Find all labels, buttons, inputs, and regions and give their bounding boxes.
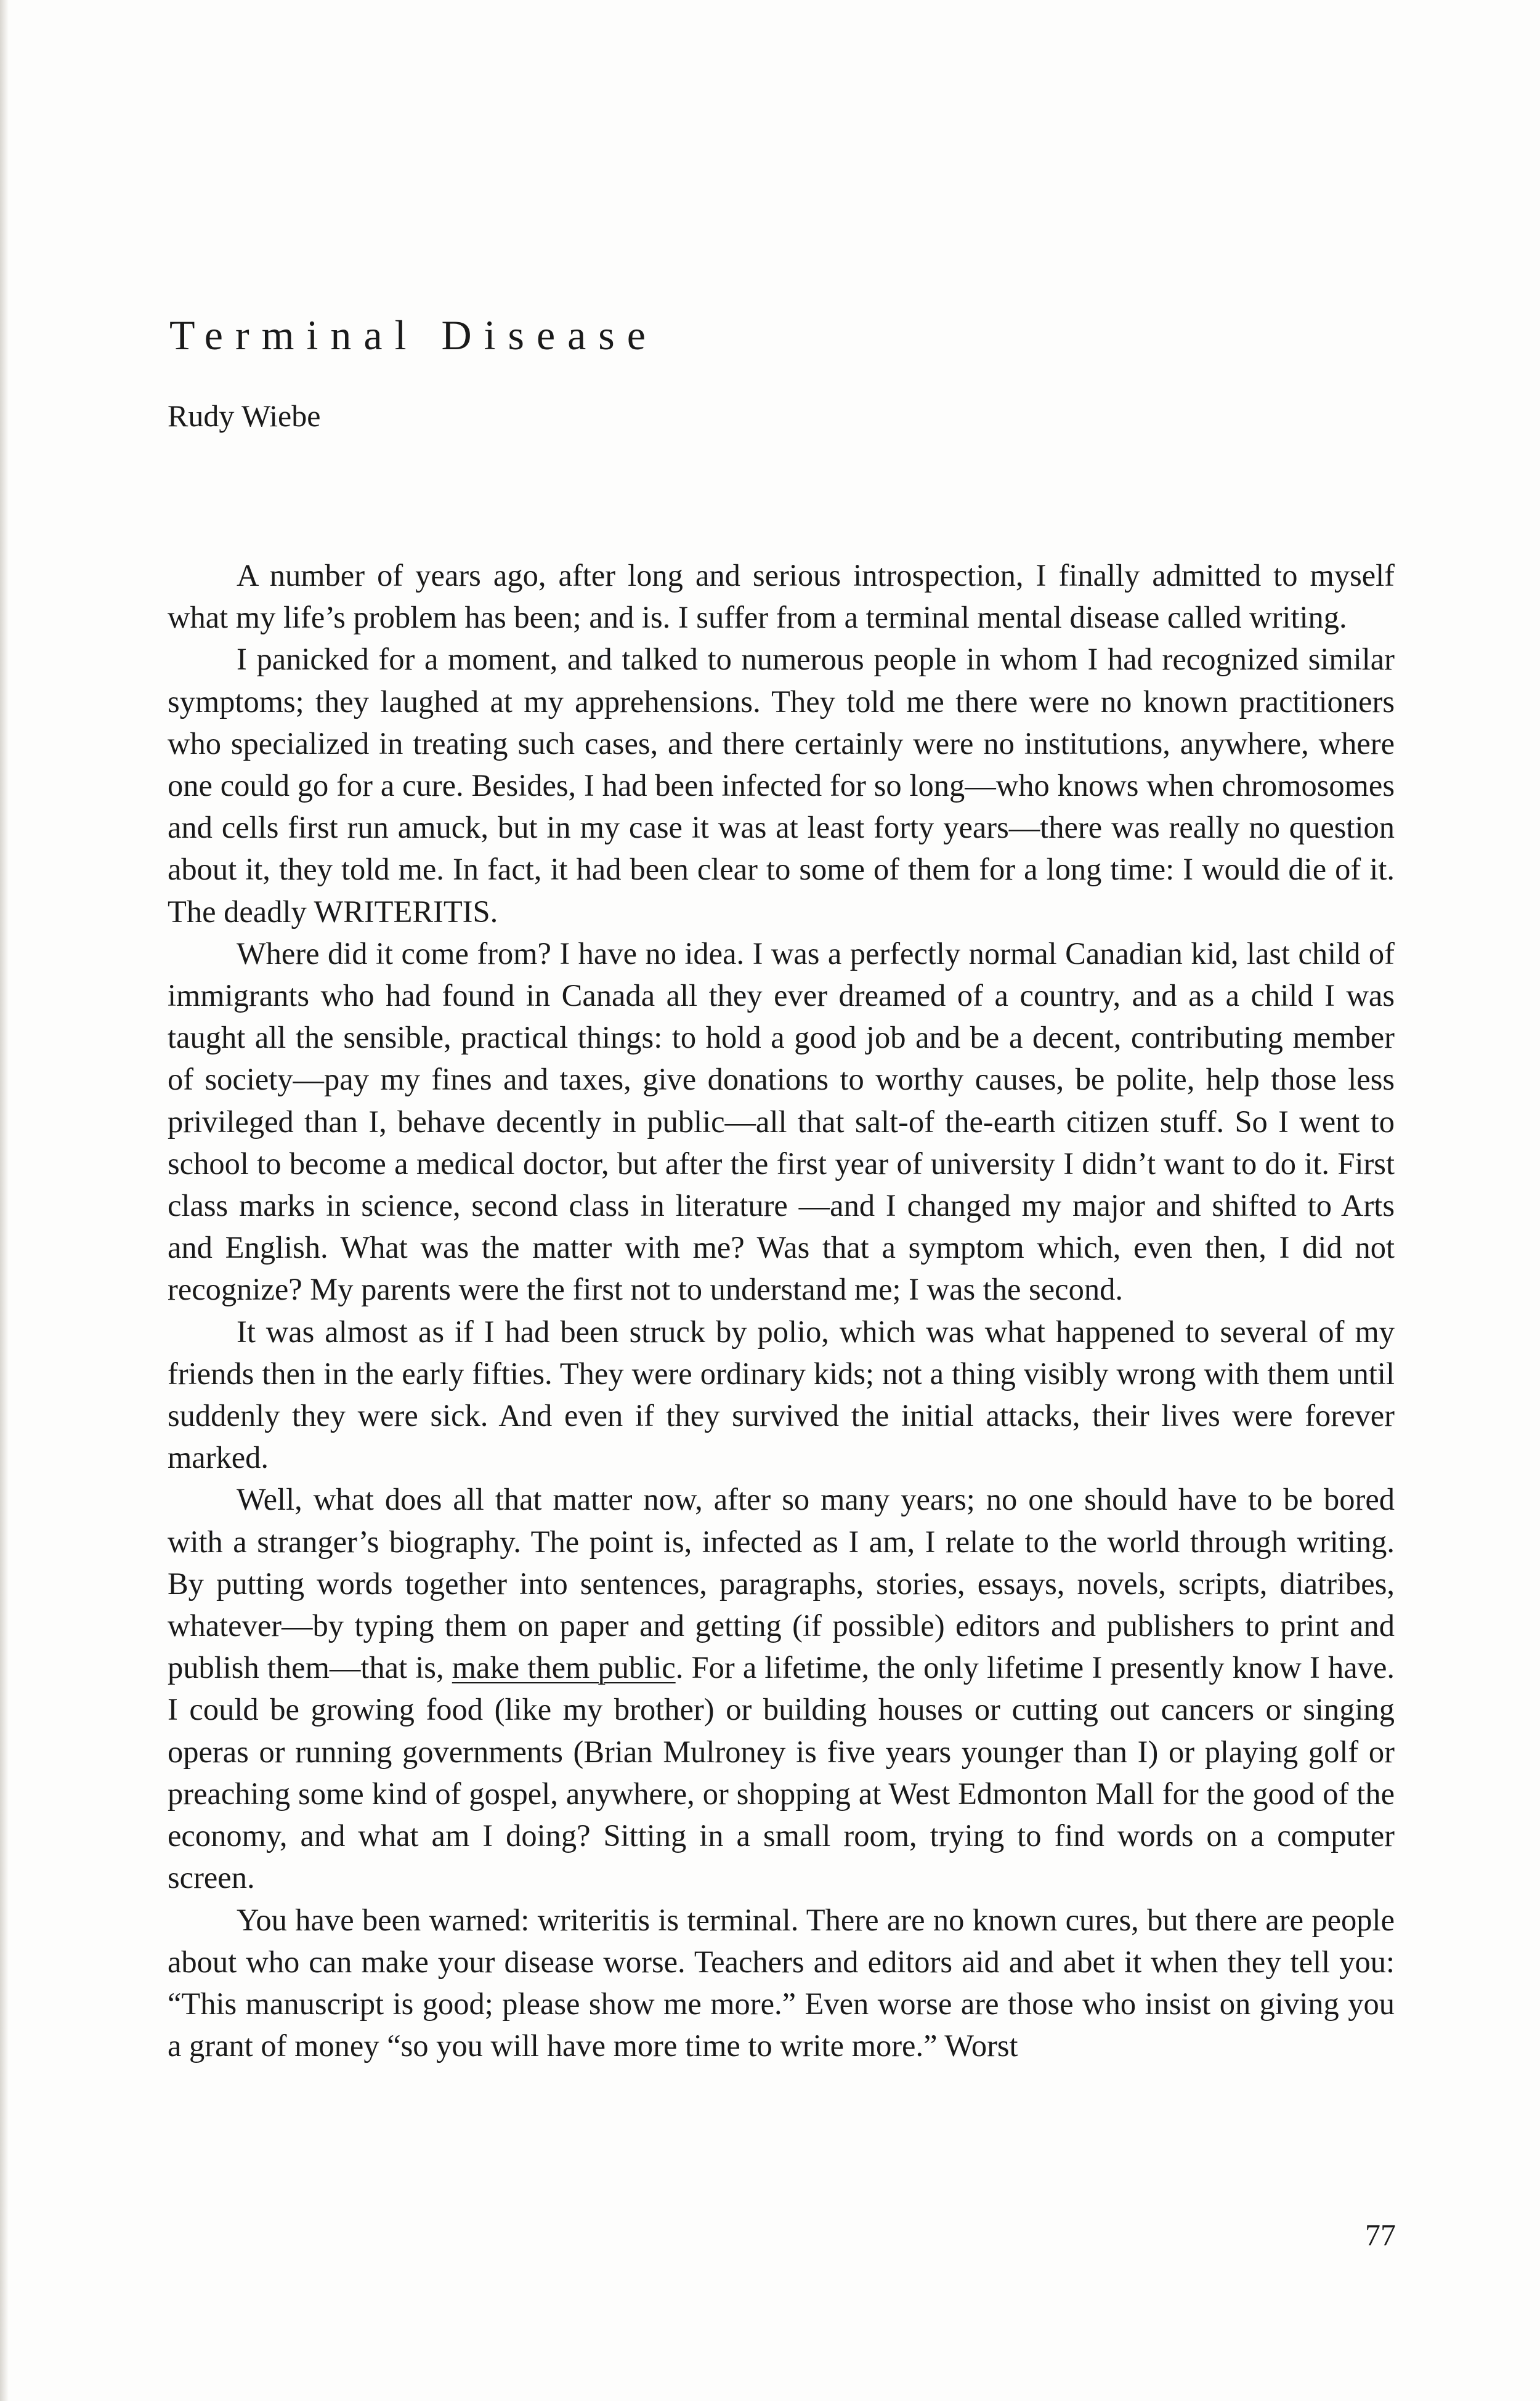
underlined-phrase: make them public (452, 1650, 676, 1685)
essay-title: Terminal Disease (169, 312, 658, 358)
paragraph-2: I panicked for a moment, and talked to numerous people in whom I had recognized similar symptoms; they laughed at my apprehensions. They told me there were no known practitioners who specialized in treating such cases, and there certainly were no institutions, anywhere, where one could go for a cure. Besides, I had been infected for so long—who knows when chromosomes and cells first run amuck, but in my case it was at least forty years—there was really no question about it, they told me. In fact, it had been clear to some of them for a long time: I would die of it. The deadly WRITERITIS. (168, 642, 1395, 929)
paragraph-5-before: Well, what does all that matter now, after so many years; no one should have to be bored with a stranger’s biography. The point is, infected as I am, I relate to the world through writing. By putting words together into sentences, paragraphs, stories, essays, novels, scripts, diatribes, whatever—by typing them on paper and getting (if possible) editors and publishers to print and publish them—that is, (168, 1482, 1395, 1685)
paragraph-4: It was almost as if I had been struck by polio, which was what happened to several of my friends then in the early fifties. They were ordinary kids; not a thing visibly wrong with them until suddenly they were sick. And even if they survived the initial attacks, their lives were forever marked. (168, 1314, 1395, 1475)
paragraph-5 (168, 1478, 1395, 1898)
page-gutter-shadow (0, 0, 9, 2401)
paragraph-3: Where did it come from? I have no idea. I was a perfectly normal Canadian kid, last child of immigrants who had found in Canada all they ever dreamed of a country, and as a child I was taught all the sensible, practical things: to hold a good job and be a decent, contributing member of society—pay my fines and taxes, give donations to worthy causes, be polite, help those less privileged than I, behave decently in public—all that salt-of the-earth citizen stuff. So I went to school to become a medical doctor, but after the first year of university I didn’t want to do it. First class marks in science, second class in literature —and I changed my major and shifted to Arts and English. What was the matter with me? Was that a symptom which, even then, I did not recognize? My parents were the first not to understand me; I was the second. (168, 936, 1395, 1307)
essay-body (168, 554, 1395, 2180)
page-number: 77 (1365, 2217, 1396, 2252)
paragraph-1: A number of years ago, after long and serious introspection, I finally admitted to myself what my life’s problem has been; and is. I suffer from a terminal mental disease called writing. (168, 558, 1395, 635)
author-name: Rudy Wiebe (168, 399, 321, 433)
paragraph-5-after: . For a lifetime, the only lifetime I presently know I have. I could be growing food (like my brother) or building houses or cutting out cancers or singing operas or running governments (Brian Mulroney is five years younger than I) or playing golf or preaching some kind of gospel, anywhere, or shopping at West Edmonton Mall for the good of the economy, and what am I doing? Sitting in a small room, trying to find words on a computer screen. (168, 1650, 1395, 1895)
paragraph-6: You have been warned: writeritis is terminal. There are no known cures, but there are people about who can make your disease worse. Teachers and editors aid and abet it when they tell you: “This manuscript is good; please show me more.” Even worse are those who insist on giving you a grant of money “so you will have more time to write more.” Worst (168, 1902, 1395, 2063)
